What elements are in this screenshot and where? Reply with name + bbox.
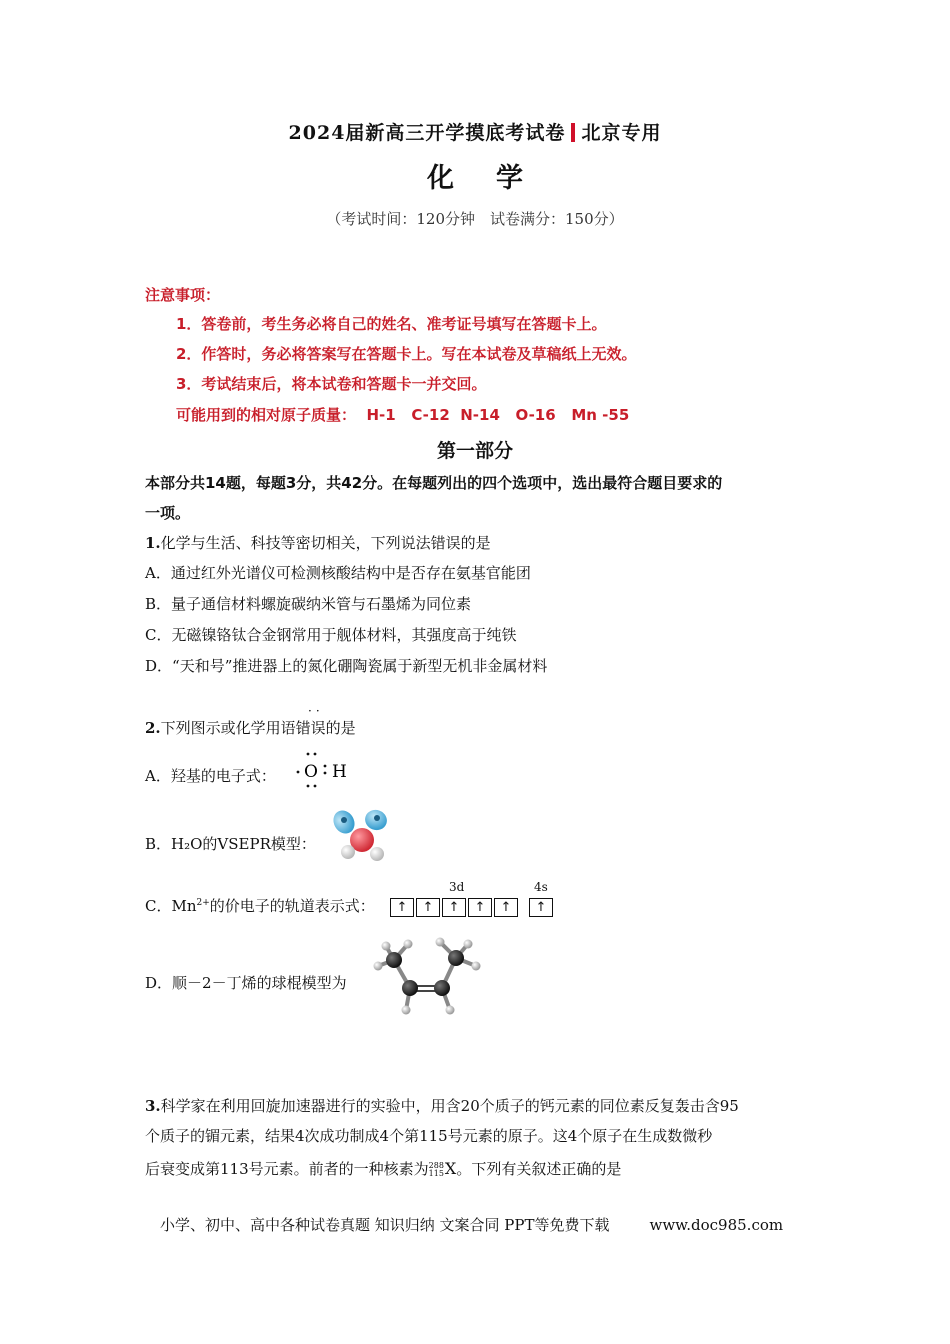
question-1-number: 1. — [145, 534, 161, 552]
footer-text: 小学、初中、高中各种试卷真题 知识归纳 文案合同 PPT等免费下载 — [160, 1216, 610, 1234]
question-2-option-d: D．顺－2－丁烯的球棍模型为 — [145, 974, 347, 992]
notice-item-2: 2．作答时，务必将答案写在答题卡上。写在本试卷及草稿纸上无效。 — [176, 345, 637, 363]
question-1-stem — [145, 532, 491, 553]
question-3-line-3 — [145, 1158, 621, 1179]
emphasis-dots: ·· — [308, 704, 324, 718]
subject-title: 化学 — [427, 163, 565, 194]
question-2-option-c — [145, 895, 375, 916]
question-2-text: 下列图示或化学用语错误的是 — [160, 719, 356, 737]
option-c-text: 的价电子的轨道表示式： — [209, 897, 375, 915]
cis-2-butene-ball-stick-model-icon — [364, 936, 488, 1018]
question-3-text-1: 科学家在利用回旋加速器进行的实验中，用含20个质子的钙元素的同位素反复轰击含95 — [160, 1097, 739, 1115]
orbital-box-3d-4: ↑ — [468, 898, 492, 917]
orbital-box-3d-5: ↑ — [494, 898, 518, 917]
hydroxyl-electron-dot-formula — [290, 748, 360, 792]
part-intro-line-1: 本部分共14题，每题3分，共42分。在每题列出的四个选项中，选出最符合题目要求的 — [145, 474, 723, 492]
question-3-number: 3. — [145, 1097, 161, 1115]
question-3-line-1 — [145, 1095, 739, 1116]
atomic-mass-list: 可能用到的相对原子质量： H-1 C-12 N-14 O-16 Mn -55 — [176, 406, 630, 424]
option-c-prefix: C．Mn — [145, 897, 197, 915]
title-divider-bar — [571, 123, 575, 142]
notice-heading: 注意事项： — [145, 286, 221, 304]
exam-title-main: 2024届新高三开学摸底考试卷 — [288, 122, 566, 144]
page-footer — [160, 1214, 783, 1235]
question-3-line-2: 个质子的镅元素，结果4次成功制成4个第115号元素的原子。这4个原子在生成数微秒 — [145, 1127, 713, 1145]
label-3d: 3d — [449, 880, 465, 894]
question-3-text-4: 。下列有关叙述正确的是 — [456, 1160, 622, 1178]
notice-item-3: 3．考试结束后，将本试卷和答题卡一并交回。 — [176, 375, 487, 393]
question-2-number: 2. — [145, 719, 161, 737]
h2o-vsepr-model-icon — [330, 806, 394, 866]
question-1-option-a: A．通过红外光谱仪可检测核酸结构中是否存在氨基官能团 — [145, 564, 531, 582]
part-intro-line-2: 一项。 — [145, 504, 191, 522]
nuclide-mass-number: 288 — [428, 1161, 444, 1170]
question-2-option-b: B．H₂O的VSEPR模型： — [145, 835, 316, 853]
question-1-text: 化学与生活、科技等密切相关，下列说法错误的是 — [160, 534, 491, 552]
exam-title — [0, 118, 950, 145]
label-4s: 4s — [534, 880, 548, 894]
nuclide-numbers — [429, 1162, 444, 1178]
orbital-box-3d-3: ↑ — [442, 898, 466, 917]
question-1-option-b: B．量子通信材料螺旋碳纳米管与石墨烯为同位素 — [145, 595, 472, 613]
footer-site-link[interactable]: www.doc985.com — [649, 1216, 784, 1234]
question-1-option-d: D．“天和号”推进器上的氮化硼陶瓷属于新型无机非金属材料 — [145, 657, 548, 675]
orbital-box-3d-2: ↑ — [416, 898, 440, 917]
notice-item-1: 1．答卷前，考生务必将自己的姓名、准考证号填写在答题卡上。 — [176, 315, 607, 333]
mn-orbital-diagram — [390, 880, 556, 920]
nuclide-atomic-number: 115 — [428, 1169, 444, 1178]
hydrogen-symbol: H — [332, 762, 347, 782]
question-2-stem — [145, 717, 356, 738]
orbital-box-3d-1: ↑ — [390, 898, 414, 917]
question-3-text-3: 后衰变成第113号元素。前者的一种核素为 — [145, 1160, 429, 1178]
nuclide-symbol: X — [444, 1159, 457, 1178]
orbital-box-4s: ↑ — [529, 898, 553, 917]
part-title: 第一部分 — [436, 440, 513, 462]
question-1-option-c: C．无磁镍铬钛合金钢常用于舰体材料，其强度高于纯铁 — [145, 626, 517, 644]
question-2-option-a: A．羟基的电子式： — [145, 767, 276, 785]
exam-title-region: 北京专用 — [581, 122, 662, 144]
option-c-charge: 2+ — [196, 898, 210, 908]
oxygen-symbol: O — [304, 762, 318, 782]
exam-info: （考试时间：120分钟 试卷满分：150分） — [326, 210, 624, 228]
